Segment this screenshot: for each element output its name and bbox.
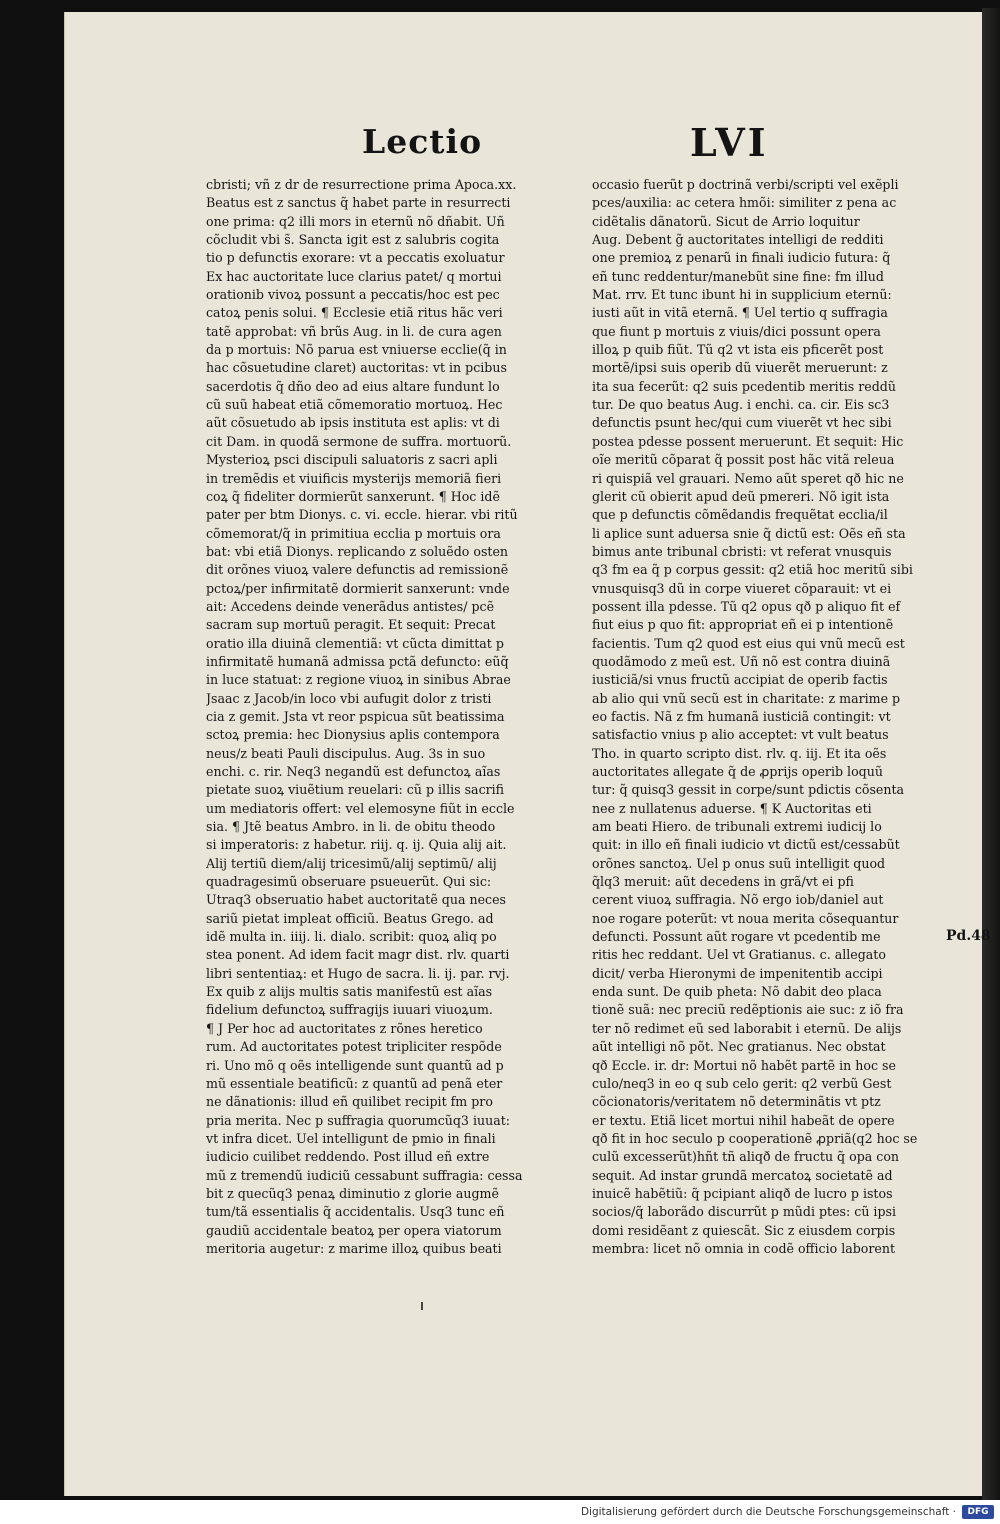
text-line: um mediatoris offert: vel elemosyne fiũt in eccle bbox=[206, 800, 515, 816]
text-line: ait: Accedens deinde venerãdus antistes/ pcẽ bbox=[206, 598, 495, 614]
text-line: pater per btm Dionys. c. vi. eccle. hierar. vbi ritũ bbox=[206, 507, 518, 523]
text-line: Mat. rrv. Et tunc ibunt hi in supplicium eternũ: bbox=[592, 287, 892, 303]
text-line: dit orõnes viuoꝝ valere defunctis ad remissionẽ bbox=[206, 562, 509, 578]
text-line: domi residẽant z quiescãt. Sic z eiusdem corpis bbox=[592, 1222, 896, 1238]
text-line: ri quispiã vel grauari. Nemo aũt speret qð hic ne bbox=[592, 470, 904, 486]
text-line: fiut eius p quo fit: appropriat eñ ei p intentionẽ bbox=[592, 617, 894, 633]
text-line: cbristi; vñ z dr de resurrectione prima Apoca.xx. bbox=[206, 177, 517, 192]
text-line: orõnes sanctoꝝ. Uel p onus suũ intelligit quod bbox=[592, 855, 886, 871]
text-line: Alij tertiũ diem/alij tricesimũ/alij septimũ/ alij bbox=[206, 855, 497, 871]
text-line: am beati Hiero. de tribunali extremi iudicij lo bbox=[592, 819, 882, 835]
text-line: bimus ante tribunal cbristi: vt referat vnusquis bbox=[592, 543, 892, 559]
text-line: tur. De quo beatus Aug. i enchi. ca. cir. Eis sc3 bbox=[592, 397, 890, 413]
text-line: neus/z beati Pauli discipulus. Aug. 3s in suo bbox=[206, 745, 486, 761]
text-line: aũt intelligi nõ põt. Nec gratianus. Nec obstat bbox=[592, 1039, 886, 1055]
text-line: sctoꝝ premia: hec Dionysius aplis contempora bbox=[206, 727, 500, 743]
text-line: tionẽ suã: nec preciũ redẽptionis aie suc: z iõ fra bbox=[592, 1002, 904, 1018]
text-line: cia z gemit. Jsta vt reor pspicua sũt beatissima bbox=[206, 708, 505, 724]
text-line: infirmitatẽ humanã admissa pctã defuncto: eũq̃ bbox=[206, 653, 509, 669]
text-line: er textu. Etiã licet mortui nihil habeãt de opere bbox=[592, 1112, 895, 1128]
text-line: enda sunt. De quib pheta: Nõ dabit deo placa bbox=[592, 984, 882, 1000]
text-line: defunctis psunt hec/qui cum viuerẽt vt hec sibi bbox=[592, 415, 892, 431]
text-line: facientis. Tum q2 quod est eius qui vnũ mecũ est bbox=[592, 635, 905, 651]
text-line: idẽ multa in. iiij. li. dialo. scribit: quoꝝ aliq po bbox=[206, 929, 497, 945]
text-line: Aug. Debent g̃ auctoritates intelligi de redditi bbox=[592, 232, 884, 248]
text-line: ita sua fecerũt: q2 suis pcedentib meritis reddũ bbox=[592, 378, 896, 394]
funding-note: Digitalisierung gefördert durch die Deutsche Forschungsgemeinschaft · bbox=[580, 1506, 956, 1518]
text-line: meritoria augetur: z marime illoꝝ quibus beati bbox=[206, 1240, 502, 1256]
text-line: Ex quib z alijs multis satis manifestũ est aĩas bbox=[206, 984, 493, 1000]
text-line: sacram sup mortuũ peragit. Et sequit: Precat bbox=[206, 617, 496, 633]
text-line: da p mortuis: Nõ parua est vniuerse ecclie(q̃ in bbox=[206, 342, 507, 358]
text-line: culo/neq3 in eo q sub celo gerit: q2 verbũ Gest bbox=[592, 1075, 892, 1091]
text-line: tum/tã essentialis q̃ accidentalis. Usq3 tunc eñ bbox=[206, 1204, 505, 1220]
text-line: nee z nullatenus aduerse. ¶ K Auctoritas eti bbox=[592, 800, 872, 816]
text-line: coꝝ q̃ fideliter dormierũt sanxerunt. ¶ Hoc idẽ bbox=[206, 488, 500, 504]
text-line: bat: vbi etiã Dionys. replicando z soluẽdo osten bbox=[206, 543, 509, 559]
text-line: q3 fm ea q̃ p corpus gessit: q2 etiã hoc meritũ sibi bbox=[592, 562, 913, 578]
text-line: cit Dam. in quodã sermone de suffra. mortuorũ. bbox=[206, 433, 512, 449]
text-line: cidẽtalis dãnatorũ. Sicut de Arrio loquitur bbox=[592, 213, 860, 229]
text-line: cõcludit vbi s̃. Sancta igit est z salubris cogita bbox=[206, 232, 500, 248]
text-line: Utraq3 obseruatio habet auctoritatẽ qua neces bbox=[206, 892, 507, 908]
text-line: catoꝝ penis solui. ¶ Ecclesie etiã ritus hãc veri bbox=[206, 305, 503, 321]
dfg-logo-icon: DFG bbox=[962, 1505, 994, 1519]
text-line: vt infra dicet. Uel intelligunt de pmio in finali bbox=[206, 1130, 496, 1146]
text-line: one premioꝝ z penarũ in finali iudicio futura: q̃ bbox=[592, 250, 891, 266]
text-line: cũ suũ habeat etiã cõmemoratio mortuoꝝ. Hec bbox=[206, 397, 503, 413]
text-line: postea pdesse possent meruerunt. Et sequit: Hic bbox=[592, 433, 904, 449]
text-line: socios/q̃ laborãdo discurrũt p mũdi ptes: cũ ipsi bbox=[592, 1204, 897, 1220]
margin-annotation: Pd.48 bbox=[946, 928, 991, 944]
text-line: sequit. Ad instar grundã mercatoꝝ societatẽ ad bbox=[592, 1167, 893, 1183]
text-line: vnusquisq3 dũ in corpe viueret cõparauit: vt ei bbox=[592, 580, 892, 596]
text-line: ne dãnationis: illud eñ quilibet recipit fm pro bbox=[206, 1094, 493, 1110]
text-line: iusticiã/si vnus fructũ accipiat de operib factis bbox=[592, 672, 888, 688]
text-line: ab alio qui vnũ secũ est in charitate: z marime p bbox=[592, 690, 901, 706]
text-line: aũt cõsuetudo ab ipsis instituta est aplis: vt di bbox=[206, 415, 500, 431]
paper-speck bbox=[421, 1302, 423, 1310]
text-line: ri. Uno mõ q oẽs intelligende sunt quantũ ad p bbox=[206, 1057, 504, 1073]
text-line: pces/auxilia: ac cetera hmõi: similiter z pena ac bbox=[592, 195, 897, 211]
right-text-column bbox=[592, 176, 944, 1258]
text-line: in luce statuat: z regione viuoꝝ in sinibus Abrae bbox=[206, 672, 511, 688]
page-edge-shadow bbox=[982, 8, 1000, 1500]
text-line: sariũ pietat impleat officiũ. Beatus Grego. ad bbox=[206, 910, 494, 926]
text-line: occasio fuerũt p doctrinã verbi/scripti vel exẽpli bbox=[592, 177, 899, 192]
text-line: pria merita. Nec p suffragia quorumcũq3 iuuat: bbox=[206, 1112, 511, 1128]
text-line: in tremẽdis et viuificis mysterijs memoriã fieri bbox=[206, 470, 502, 486]
text-line: membra: licet nõ omnia in codẽ officio laborent bbox=[592, 1240, 896, 1256]
running-head-lectio: Lectio bbox=[362, 122, 483, 161]
text-line: enchi. c. rir. Neq3 negandũ est defunctoꝝ aĩas bbox=[206, 764, 501, 779]
text-line: eo factis. Nã z fm humanã iusticiã contingit: vt bbox=[592, 708, 891, 724]
text-line: que fiunt p mortuis z viuis/dici possunt opera bbox=[592, 323, 881, 339]
text-line: glerit cũ obierit apud deũ pmereri. Nõ igit ista bbox=[592, 488, 890, 504]
text-line: tatẽ approbat: vñ brũs Aug. in li. de cura agen bbox=[206, 323, 502, 339]
text-line: oĩe meritũ cõparat q̃ possit post hãc vitã releua bbox=[592, 452, 895, 468]
text-line: Tho. in quarto scripto dist. rlv. q. iij. Et ita oẽs bbox=[592, 745, 887, 761]
folio-number: LVI bbox=[690, 120, 769, 165]
text-line: rum. Ad auctoritates potest tripliciter respõde bbox=[206, 1039, 502, 1055]
text-line: tio p defunctis exorare: vt a peccatis exoluatur bbox=[206, 250, 505, 266]
text-line: Jsaac z Jacob/in loco vbi aufugit dolor z tristi bbox=[206, 690, 492, 706]
text-line: sacerdotis q̃ dño deo ad eius altare fundunt lo bbox=[206, 378, 500, 394]
text-line: pctoꝝ/per infirmitatẽ dormierit sanxerunt: vnde bbox=[206, 580, 510, 596]
text-line: quit: in illo eñ finali iudicio vt dictũ est/cessabũt bbox=[592, 837, 900, 853]
text-line: ¶ J Per hoc ad auctoritates z rõnes heretico bbox=[206, 1020, 483, 1036]
text-line: Beatus est z sanctus q̃ habet parte in resurrecti bbox=[206, 195, 511, 211]
text-line: cõmemorat/q̃ in primitiua ecclia p mortuis ora bbox=[206, 525, 501, 541]
text-line: qð Eccle. ir. dr: Mortui nõ habẽt partẽ in hoc se bbox=[592, 1057, 896, 1073]
text-line: cõcionatoris/veritatem nõ determinãtis vt ptz bbox=[592, 1094, 881, 1110]
text-line: illoꝝ p quib fiũt. Tũ q2 vt ista eis pficerẽt post bbox=[592, 342, 884, 358]
text-line: sia. ¶ Jtẽ beatus Ambro. in li. de obitu theodo bbox=[206, 819, 496, 835]
text-line: Mysterioꝝ psci discipuli saluatoris z sacri apli bbox=[206, 452, 498, 468]
text-line: li aplice sunt aduersa snie q̃ dictũ est: Oẽs eñ sta bbox=[592, 525, 906, 541]
text-line: auctoritates allegate q̃ de ꝓprijs operib loquũ bbox=[592, 764, 883, 779]
text-line: culũ excesserũt)hñt tñ aliqð de fructu q̃ opa con bbox=[592, 1149, 900, 1165]
text-line: pietate suoꝝ viuẽtium reuelari: cũ p illis sacrifi bbox=[206, 782, 505, 798]
text-line: mũ essentiale beatificũ: z quantũ ad penã eter bbox=[206, 1075, 503, 1091]
text-line: iudicio cuilibet reddendo. Post illud eñ extre bbox=[206, 1149, 490, 1165]
text-line: ter nõ redimet eũ sed laborabit i eternũ. De alijs bbox=[592, 1020, 902, 1036]
text-line: q̃lq3 meruit: aũt decedens in grã/vt ei pfi bbox=[592, 874, 854, 890]
text-line: oratio illa diuinã clementiã: vt cũcta dimittat p bbox=[206, 635, 504, 651]
text-line: ritis hec reddant. Uel vt Gratianus. c. allegato bbox=[592, 947, 886, 963]
text-line: quadragesimũ obseruare psueuerũt. Qui sic: bbox=[206, 874, 492, 890]
text-line: noe rogare poterũt: vt noua merita cõsequantur bbox=[592, 910, 899, 926]
text-line: orationib vivoꝝ possunt a peccatis/hoc est pec bbox=[206, 287, 500, 303]
text-line: satisfactio vnius p alio acceptet: vt vult beatus bbox=[592, 727, 889, 743]
text-line: fidelium defunctoꝝ suffragijs iuuari viuoꝝum. bbox=[206, 1002, 493, 1018]
text-line: bit z quecũq3 penaꝝ diminutio z glorie augmẽ bbox=[206, 1185, 499, 1201]
text-line: defuncti. Possunt aũt rogare vt pcedentib me bbox=[592, 929, 881, 945]
text-line: dicit/ verba Hieronymi de impenitentib accipi bbox=[592, 965, 883, 981]
text-line: gaudiũ accidentale beatoꝝ per opera viatorum bbox=[206, 1222, 502, 1238]
text-line: eñ tunc reddentur/manebũt sine fine: fm illud bbox=[592, 268, 884, 284]
text-line: one prima: q2 illi mors in eternũ nõ dñabit. Uñ bbox=[206, 213, 505, 229]
footer-bar bbox=[0, 1500, 1000, 1524]
text-line: si imperatoris: z habetur. riij. q. ij. Quia alij ait. bbox=[206, 837, 507, 853]
text-line: Ex hac auctoritate luce clarius patet/ q mortui bbox=[206, 268, 502, 284]
text-line: libri sententiaꝝ: et Hugo de sacra. li. ij. par. rvj. bbox=[206, 965, 510, 981]
text-line: iusti aũt in vitã eternã. ¶ Uel tertio q suffragia bbox=[592, 305, 888, 321]
text-line: mortẽ/ipsi suis operib dũ viuerẽt meruerunt: z bbox=[592, 360, 888, 376]
text-line: quodãmodo z meũ est. Uñ nõ est contra diuinã bbox=[592, 653, 891, 669]
text-line: cerent viuoꝝ suffragia. Nõ ergo iob/daniel aut bbox=[592, 892, 884, 908]
text-line: inuicẽ habẽtiũ: q̃ pcipiant aliqð de lucro p istos bbox=[592, 1185, 893, 1201]
text-line: mũ z tremendũ iudiciũ cessabunt suffragia: cessa bbox=[206, 1167, 523, 1183]
left-text-column bbox=[206, 176, 564, 1258]
text-line: stea ponent. Ad idem facit magr dist. rlv. quarti bbox=[206, 947, 510, 963]
text-line: possent illa pdesse. Tũ q2 opus qð p aliquo fit ef bbox=[592, 598, 901, 614]
text-line: qð fit in hoc seculo p cooperationẽ ꝓpriã(q2 hoc se bbox=[592, 1130, 918, 1146]
text-line: que p defunctis cõmẽdandis frequẽtat ecclia/il bbox=[592, 507, 888, 523]
text-line: hac cõsuetudine claret) auctoritas: vt in pcibus bbox=[206, 360, 507, 376]
text-line: tur: q̃ quisq3 gessit in corpe/sunt pdictis cõsenta bbox=[592, 782, 905, 798]
